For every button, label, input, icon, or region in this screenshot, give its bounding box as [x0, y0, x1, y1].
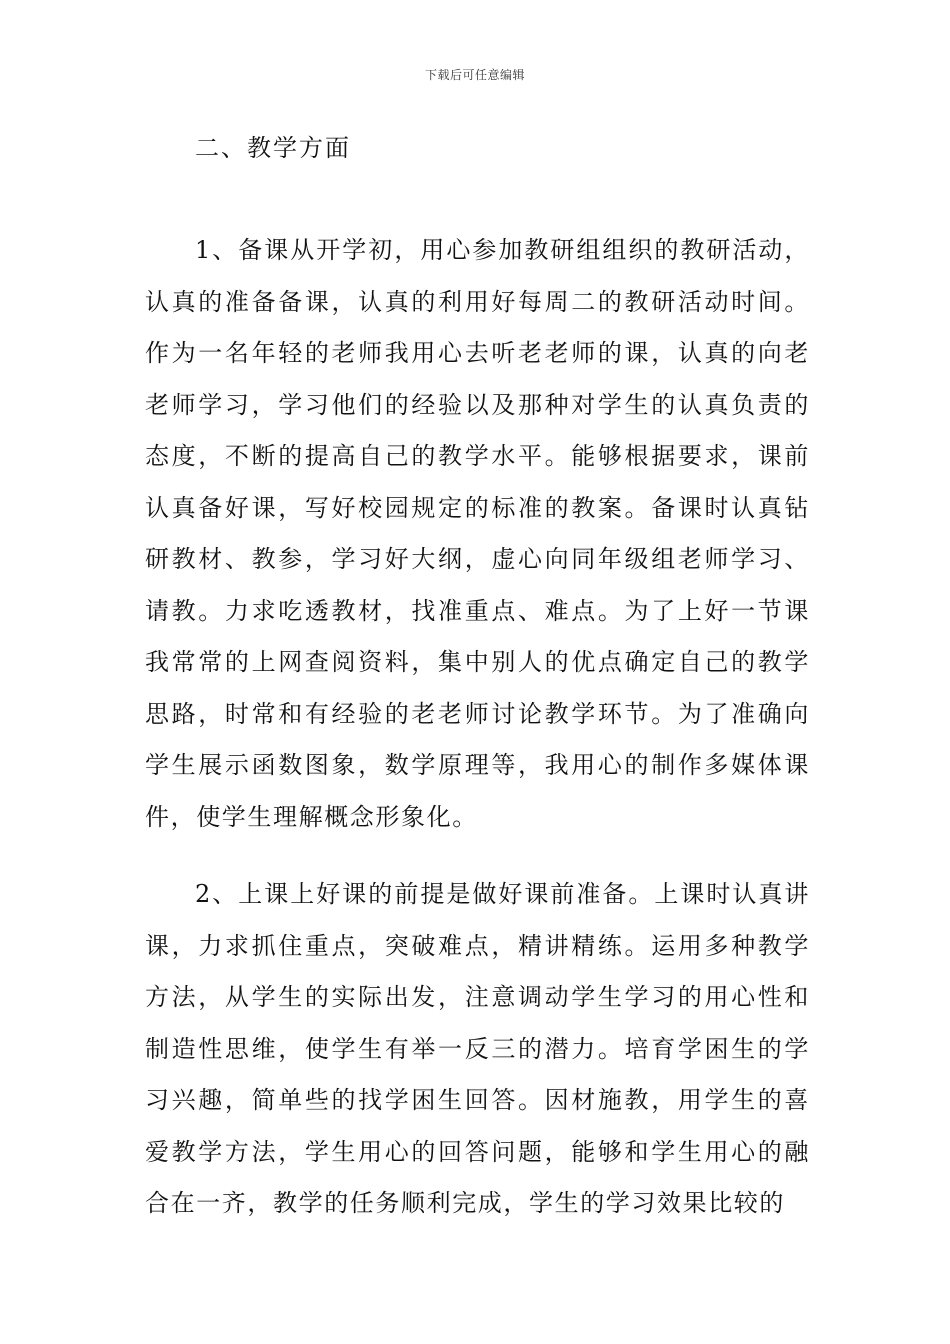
header-note: 下载后可任意编辑	[424, 68, 525, 82]
section-heading: 二、教学方面	[195, 134, 351, 162]
paragraph-lesson-preparation: 1、备课从开学初，用心参加教研组组织的教研活动，认真的准备备课，认真的利用好每周二的教研活动时间。作为一名年轻的老师我用心去听老老师的课，认真的向老老师学习，学习他们的经验以及那种对学生的认真负责的态度，不断的提高自己的教学水平。能够根据要求，课前认真备好课，写好校园规定的标准的教案。备课时认真钻研教材、教参，学习好大纲，虚心向同年级组老师学习、请教。力求吃透教材，找准重点、难点。为了上好一节课我常常的上网查阅资料，集中别人的优点确定自己的教学思路，时常和有经验的老老师讨论教学环节。为了准确向学生展示函数图象，数学原理等，我用心的制作多媒体课件，使学生理解概念形象化。	[145, 236, 810, 831]
paragraph-classroom-teaching: 2、上课上好课的前提是做好课前准备。上课时认真讲课，力求抓住重点，突破难点，精讲精练。运用多种教学方法，从学生的实际出发，注意调动学生学习的用心性和制造性思维，使学生有举一反三的潜力。培育学困生的学习兴趣，简单些的找学困生回答。因材施教，用学生的喜爱教学方法，学生用心的回答问题，能够和学生用心的融合在一齐，教学的任务顺利完成，学生的学习效果比较的	[145, 880, 810, 1217]
